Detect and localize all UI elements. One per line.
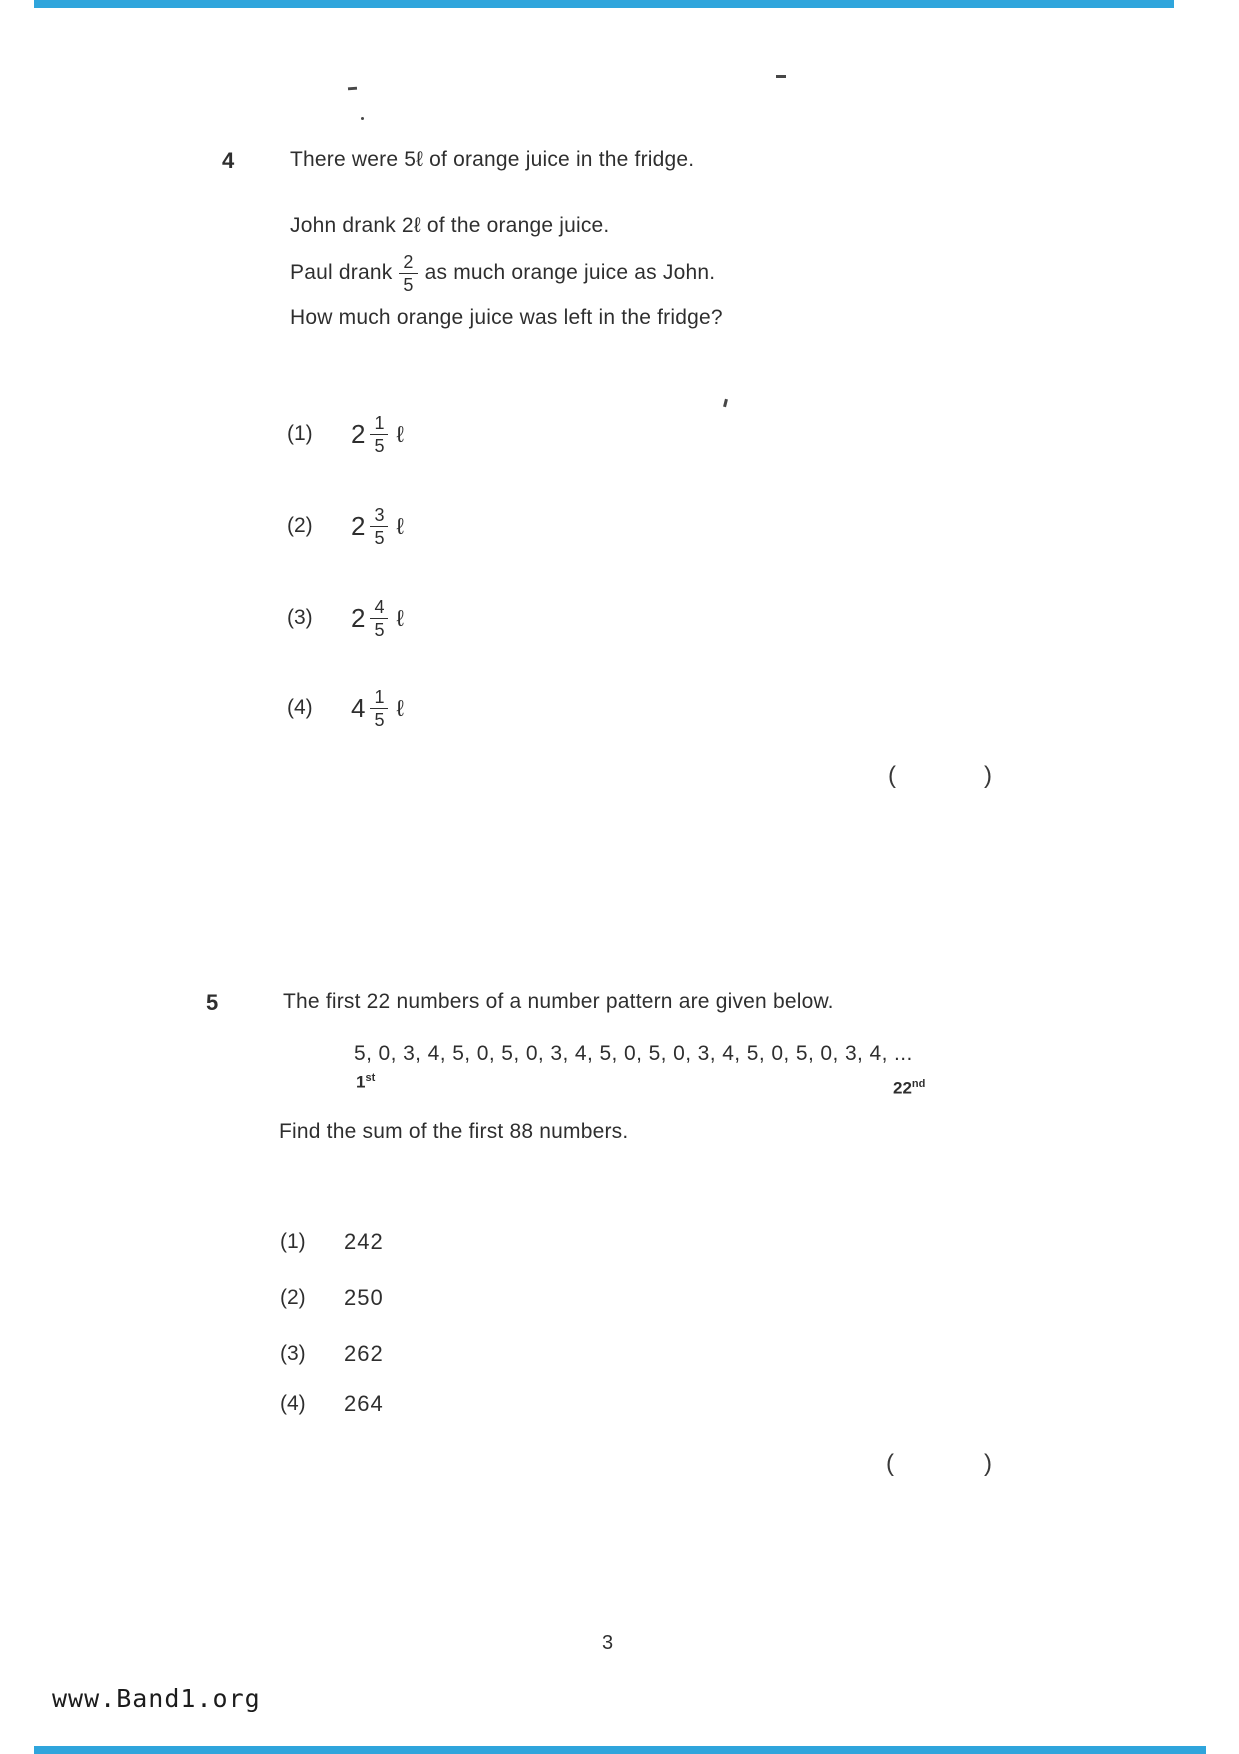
scan-speck xyxy=(776,75,786,78)
litre-unit: ℓ xyxy=(396,604,404,631)
option-row xyxy=(287,497,404,555)
option-value xyxy=(351,688,404,729)
option-row xyxy=(287,589,404,647)
site-watermark: www.Band1.org xyxy=(52,1684,261,1713)
question-text-line: John drank 2ℓ of the orange juice. xyxy=(290,214,610,237)
fraction xyxy=(399,253,417,294)
option-row xyxy=(280,1222,384,1262)
fraction-numerator: 1 xyxy=(374,412,385,433)
option-value: 242 xyxy=(344,1229,384,1254)
fraction-numerator: 3 xyxy=(374,504,385,525)
question-text-line: The first 22 numbers of a number pattern are given below. xyxy=(283,990,834,1013)
mixed-whole: 2 xyxy=(351,418,366,449)
mixed-whole: 2 xyxy=(351,510,366,541)
litre-unit: ℓ xyxy=(396,512,404,539)
option-row xyxy=(280,1278,384,1318)
answer-blank xyxy=(888,762,992,790)
option-label: (2) xyxy=(280,1286,306,1309)
fraction-numerator: 4 xyxy=(374,596,385,617)
answer-paren-open: ( xyxy=(888,762,896,789)
fraction-denominator: 5 xyxy=(370,434,388,455)
option-row xyxy=(280,1334,384,1374)
fraction-numerator: 1 xyxy=(374,686,385,707)
option-value: 264 xyxy=(344,1391,384,1416)
answer-blank xyxy=(886,1450,992,1478)
answer-paren-open: ( xyxy=(886,1450,894,1477)
option-value: 250 xyxy=(344,1285,384,1310)
mixed-whole: 2 xyxy=(351,602,366,633)
option-label: (1) xyxy=(280,1230,306,1253)
option-label: (3) xyxy=(287,606,313,629)
fraction-denominator: 5 xyxy=(370,618,388,639)
litre-unit: ℓ xyxy=(396,420,404,447)
option-value xyxy=(351,414,404,455)
question-number: 5 xyxy=(206,990,219,1015)
ordinal-suffix: nd xyxy=(911,1078,926,1090)
fraction-denominator: 5 xyxy=(370,526,388,547)
option-label: (4) xyxy=(280,1392,306,1415)
number-pattern-sequence: 5, 0, 3, 4, 5, 0, 5, 0, 3, 4, 5, 0, 5, 0, 3, 4, 5, 0, 5, 0, 3, 4, ... xyxy=(354,1042,913,1065)
option-value xyxy=(351,506,404,547)
option-label: (3) xyxy=(280,1342,306,1365)
fraction-denominator: 5 xyxy=(399,273,417,294)
question-text-line: How much orange juice was left in the fridge? xyxy=(290,306,723,329)
ordinal-base: 22 xyxy=(893,1078,912,1098)
option-row xyxy=(287,405,404,463)
page-number: 3 xyxy=(602,1632,614,1654)
text-after-fraction: as much orange juice as John. xyxy=(424,261,716,284)
ordinal-suffix: st xyxy=(365,1072,376,1084)
litre-unit: ℓ xyxy=(396,694,404,721)
scan-speck xyxy=(361,117,364,120)
question-number: 4 xyxy=(222,148,235,173)
option-row xyxy=(280,1384,384,1424)
mixed-whole: 4 xyxy=(351,692,366,723)
text-before-fraction: Paul drank xyxy=(290,261,393,284)
answer-paren-close: ) xyxy=(984,762,992,789)
option-label: (1) xyxy=(287,422,313,445)
fraction xyxy=(370,688,388,729)
answer-paren-close: ) xyxy=(984,1450,992,1477)
question-text-line: There were 5ℓ of orange juice in the fridge. xyxy=(290,148,695,171)
option-label: (2) xyxy=(287,514,313,537)
scan-speck xyxy=(348,87,357,91)
option-row xyxy=(287,679,404,737)
fraction xyxy=(370,506,388,547)
ordinal-base: 1 xyxy=(356,1072,366,1092)
fraction xyxy=(370,598,388,639)
option-value: 262 xyxy=(344,1341,384,1366)
fraction xyxy=(370,414,388,455)
option-label: (4) xyxy=(287,696,313,719)
option-value xyxy=(351,598,404,639)
scan-speck xyxy=(723,399,728,407)
question-text-line xyxy=(290,244,715,302)
fraction-numerator: 2 xyxy=(403,251,414,272)
question-text-line: Find the sum of the first 88 numbers. xyxy=(279,1120,629,1143)
sequence-first-label xyxy=(356,1072,375,1093)
fraction-denominator: 5 xyxy=(370,708,388,729)
sequence-last-label xyxy=(893,1078,925,1099)
